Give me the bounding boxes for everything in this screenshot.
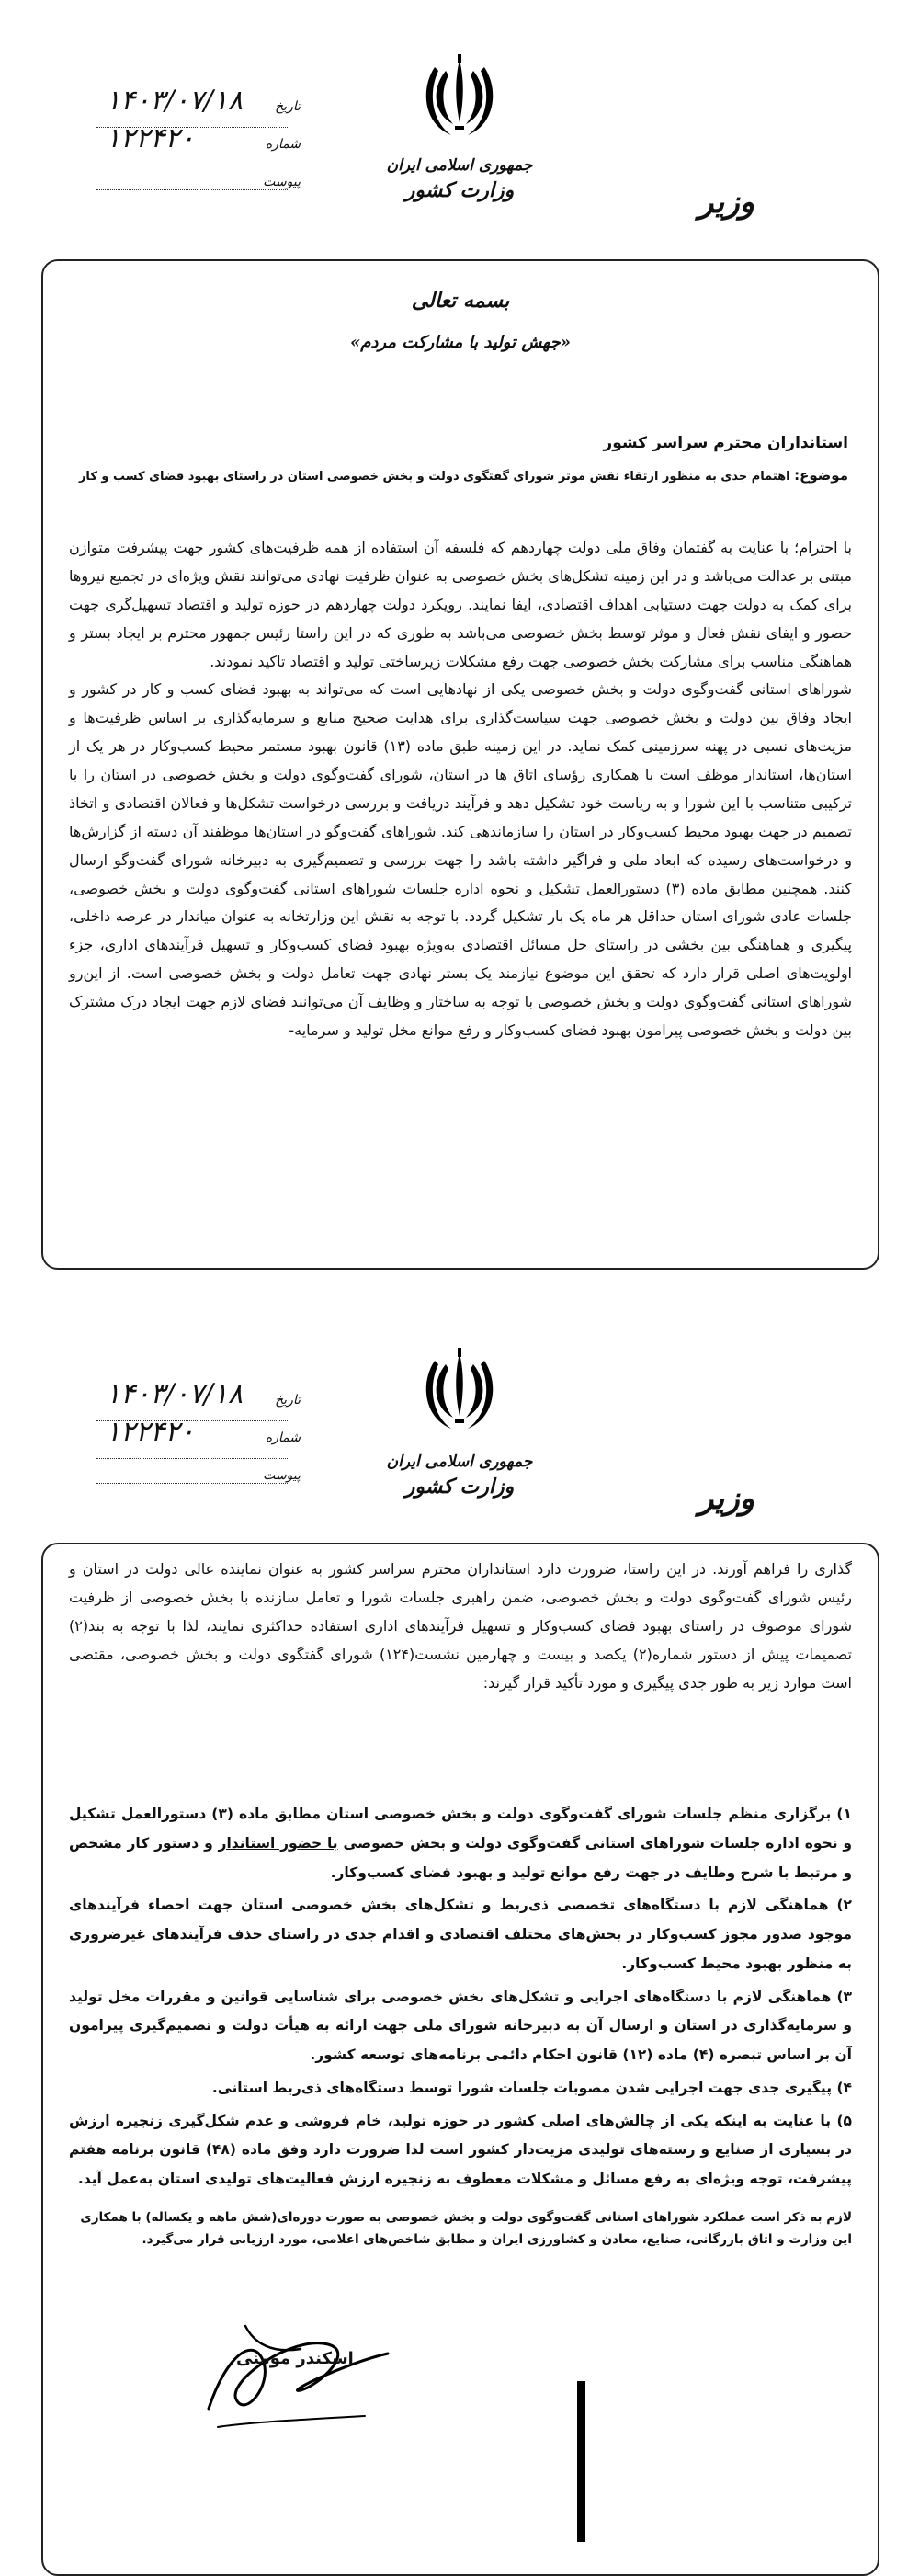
ministry-header (349, 156, 570, 202)
handwritten-signature (190, 2298, 402, 2445)
letter-body-continued (69, 1556, 852, 1697)
subject-text: اهتمام جدی به منظور ارتقاء نقش موثر شورای گفتگوی دولت و بخش خصوصی استان در راستای بهبود فضای کسب و کار (78, 470, 790, 484)
number-row (96, 122, 301, 165)
iran-emblem-icon (418, 51, 501, 152)
action-item-1-start: ۱) برگزاری منظم جلسات شورای گفت‌وگوی دولت و بخش خصوصی استان مطابق ماده (۳) دستورالعمل تشکیل و نحوه اداره جلسات شوراهای استانی گفت‌وگوی دولت و بخش خصوصی (69, 1806, 853, 1852)
body-paragraph-3: گذاری را فراهم آورند. در این راستا، ضرورت دارد استانداران محترم سراسر کشور به عنوان نماینده عالی دولت در استان و رئیس شورای گفت‌وگوی دولت و بخش خصوصی، ضمن راهبری جلسات شورا و تعامل سازنده با بخش خصوصی از ظرفیت شورای موصوف در راستای بهبود فضای کسب‌وکار و تسهیل فرآیندهای اداری استفاده حداکثری نمایند، لذا با توجه به بند(۲) تصمیمات پیش از دستور شماره(۲) یکصد و بیست و چهارمین نشست(۱۲۴) شورای گفتگوی دولت و بخش خصوصی، مقتضی است موارد زیر به طور جدی پیگیری و مورد تأکید قرار گیرند: (69, 1560, 852, 1692)
letter-frame (41, 1543, 879, 2576)
addressee: استانداران محترم سراسر کشور (603, 434, 848, 452)
date-label: تاریخ (275, 99, 301, 114)
date-value: ۱۴۰۳/۰۷/۱۸ (106, 1378, 244, 1410)
letter-body (69, 534, 852, 1045)
action-item-1 (69, 1800, 852, 1887)
ministry-header (349, 1453, 570, 1499)
minister-title: وزیر (698, 184, 755, 221)
signatory-name: اسکندر مومنی (236, 2349, 354, 2368)
vertical-mark (577, 2381, 585, 2542)
action-item-2: ۲) هماهنگی لازم با دستگاه‌های تخصصی ذی‌ربط و تشکل‌های بخش خصوصی استان جهت احصاء فرآیندهای موجود صدور مجوز کسب‌وکار در بخش‌های مختلف اقتصادی و اقدام جدی در راستای حذف فرآیندهای غیرضروری به منظور بهبود محیط کسب‌وکار. (69, 1897, 852, 1972)
letter-frame (41, 259, 879, 1270)
country-name: جمهوری اسلامی ایران (386, 1453, 533, 1471)
bismillah: بسمه تعالی (411, 289, 510, 313)
subject-line (76, 465, 848, 486)
action-items (69, 1800, 852, 2198)
attachment-row (96, 165, 301, 190)
body-paragraph-1: با احترام؛ با عنایت به گفتمان وفاق ملی دولت چهاردهم که فلسفه آن استفاده از همه ظرفیت‌های کشور جهت پیشرفت متوازن مبتنی بر عدالت می‌باشد و در این زمینه تشکل‌های بخش خصوصی به عنوان ظرفیت نهادی می‌توانند نقش ویژه‌ای در تجمیع نیروها برای کمک به دولت جهت دستیابی اهداف اقتصادی، ایفا نمایند. رویکرد دولت چهاردهم در حوزه تولید و اقتصاد تسهیل‌گری جهت حضور و ایفای نقش فعال و موثر توسط بخش خصوصی می‌باشد به طوری که در این راستا رئیس جمهور محترم بر ایجاد بستر و هماهنگی مناسب برای مشارکت بخش خصوصی جهت رفع مشکلات زیرساختی تولید و اقتصاد تاکید نمودند. (69, 539, 852, 670)
minister-title: وزیر (698, 1480, 755, 1517)
attachment-label: پیوست (263, 1468, 301, 1483)
action-item-1-underlined: با حضور استاندار (218, 1834, 338, 1852)
action-item-5: ۵) با عنایت به اینکه یکی از چالش‌های اصلی کشور در حوزه تولید، خام فروشی و عدم شکل‌گیری زنجیره ارزش در بسیاری از صنایع و رسته‌های تولیدی مزیت‌دار کشور است لذا ضرورت دارد وفق ماده (۴۸) قانون برنامه هفتم پیشرفت، توجه ویژه‌ای به رفع مسائل و مشکلات معطوف به زنجیره ارزش فعالیت‌های تولیدی استان به‌عمل آید. (69, 2112, 853, 2188)
letter-meta (96, 85, 301, 190)
ministry-name: وزارت کشور (404, 1475, 515, 1499)
letter-page-1 (0, 0, 919, 1269)
number-label: شماره (265, 1430, 301, 1445)
number-value: ۱۲۲۴۲۰ (106, 122, 195, 154)
attachment-row (96, 1459, 301, 1484)
action-item-4: ۴) پیگیری جدی جهت اجرایی شدن مصوبات جلسات شورا توسط دستگاه‌های ذی‌ربط استانی. (211, 2079, 852, 2096)
country-name: جمهوری اسلامی ایران (386, 156, 533, 175)
number-label: شماره (265, 137, 301, 152)
date-label: تاریخ (275, 1393, 301, 1408)
action-item-3: ۳) هماهنگی لازم با دستگاه‌های اجرایی و تشکل‌های بخش خصوصی برای شناسایی قوانین و مقررات مخل تولید و سرمایه‌گذاری در استان و ارسال آن به دبیرخانه شورای ملی جهت ارائه به هیأت دولت و تصمیم‌گیری پیرامون آن بر اساس تبصره (۴) ماده (۱۲) قانون احکام دائمی برنامه‌های توسعه کشور. (69, 1988, 852, 2064)
attachment-label: پیوست (263, 175, 301, 189)
letter-page-2 (0, 1287, 919, 2574)
number-row (96, 1416, 301, 1459)
subject-label: موضوع: (794, 467, 848, 484)
final-note: لازم به ذکر است عملکرد شوراهای استانی گفت‌وگوی دولت و بخش خصوصی به صورت دوره‌ای(شش ماهه و یکساله) با همکاری این وزارت و اتاق بازرگانی، صنایع، معادن و کشاورزی ایران و مطابق شاخص‌های اعلامی، مورد ارزیابی قرار می‌گیرد. (80, 2210, 852, 2248)
date-value: ۱۴۰۳/۰۷/۱۸ (106, 85, 244, 117)
iran-emblem-icon (418, 1344, 501, 1445)
letter-meta (96, 1378, 301, 1484)
ministry-name: وزارت کشور (404, 178, 515, 202)
number-value: ۱۲۲۴۲۰ (106, 1416, 195, 1448)
body-paragraph-2: شوراهای استانی گفت‌وگوی دولت و بخش خصوصی یکی از نهادهایی است که می‌تواند به بهبود فضای کسب و کار در کشور و ایجاد وفاق بین دولت و بخش خصوصی جهت سیاست‌گذاری برای هدایت صحیح منابع و سرمایه‌گذاری بر اساس ظرفیت‌ها و مزیت‌های نسبی در پهنه سرزمینی کمک نماید. در این زمینه طبق ماده (۱۳) قانون بهبود مستمر محیط کسب‌وکار در هر یک از استان‌ها، استاندار موظف است با همکاری رؤسای اتاق ها در استان، شورای گفت‌وگوی دولت و بخش خصوصی در استان را با ترکیبی متناسب با این شورا و به ریاست خود تشکیل دهد و فرآیند دریافت و بررسی درخواست تشکل‌ها و فعالان اقتصادی و اتخاذ تصمیم در جهت بهبود محیط کسب‌وکار در استان را سازماندهی کند. شوراهای گفت‌وگو در استان‌ها موظفند آن دسته از گزارش‌ها و درخواست‌های رسیده که ابعاد ملی و فراگیر داشته باشد را جهت بررسی و تصمیم‌گیری به دبیرخانه شورای گفت‌وگو ارسال کنند. همچنین مطابق ماده (۳) دستورالعمل تشکیل و نحوه اداره جلسات شوراهای استانی گفت‌وگوی دولت و بخش خصوصی، جلسات عادی شورای استان حداقل هر ماه یک بار تشکیل گردد. با توجه به نقش این وزارتخانه به عنوان میاندار در عرصه داخلی، پیگیری و هماهنگی بین بخشی در راستای حل مسائل اقتصادی به‌ویژه بهبود فضای کسب‌وکار و تسهیل فرآیندهای اداری، جزء اولویت‌های اصلی قرار دارد که تحقق این موضوع نیازمند یک بستر نهادی جهت تعامل دولت و بخش خصوصی است. از این‌رو شوراهای استانی گفت‌وگوی دولت و بخش خصوصی با توجه به ساختار و وظایف آن می‌توانند فضای لازم جهت ایجاد درک مشترک بین دولت و بخش خصوصی پیرامون بهبود فضای کسب‌وکار و رفع موانع مخل تولید و سرمایه- (69, 680, 852, 1039)
year-slogan: «جهش تولید با مشارکت مردم» (350, 333, 571, 352)
action-item-1-end: و دستور کار مشخص و مرتبط با شرح وظایف در جهت رفع موانع تولید و بهبود فضای کسب‌وکار. (69, 1834, 852, 1881)
